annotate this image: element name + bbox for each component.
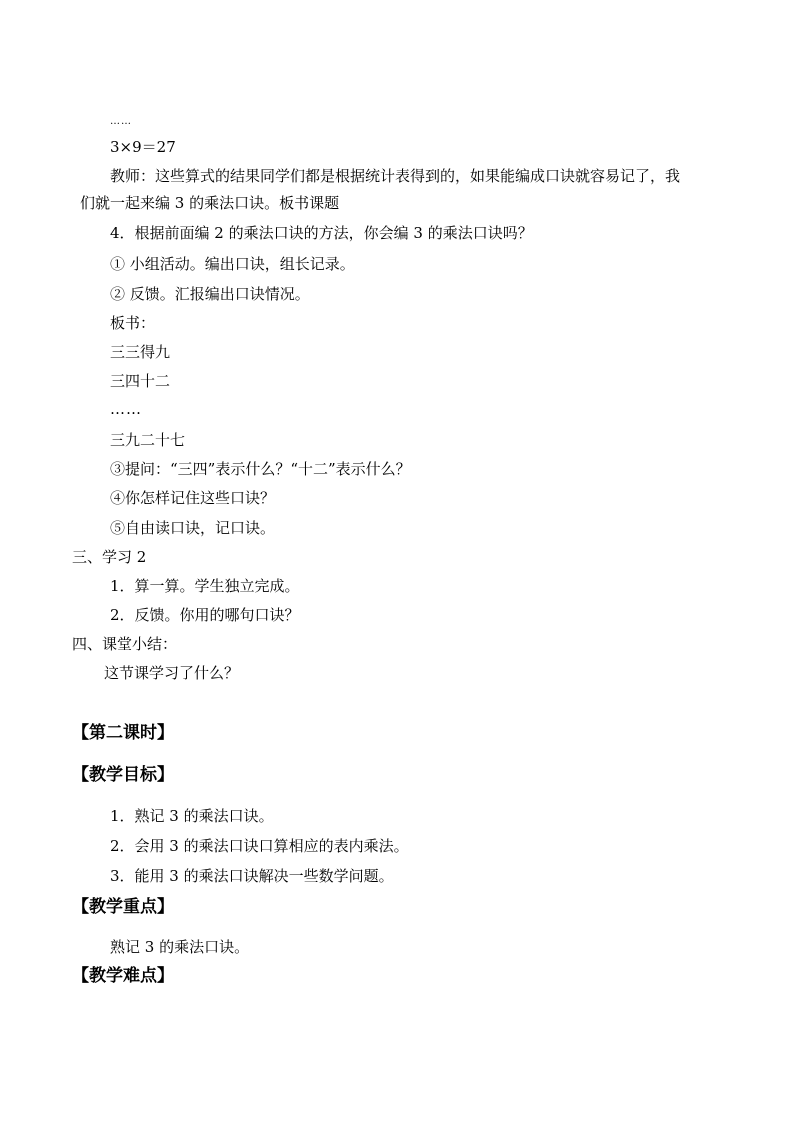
- rhyme-3: 三九二十七: [110, 431, 186, 449]
- section-3-item-2: 2．反馈。你用的哪句口诀？: [110, 606, 300, 624]
- board-label: 板书：: [110, 314, 156, 332]
- step-4: 4．根据前面编 2 的乘法口诀的方法，你会编 3 的乘法口诀吗？: [110, 224, 533, 242]
- rhyme-2: 三四十二: [110, 372, 171, 390]
- teacher-line-2: 们就一起来编 3 的乘法口诀。板书课题: [80, 194, 340, 212]
- sub-step-1: ① 小组活动。编出口诀，组长记录。: [110, 255, 355, 273]
- ellipsis-small: ……: [110, 116, 132, 127]
- sub-step-3: ③提问：“三四”表示什么？“十二”表示什么？: [110, 460, 411, 478]
- sub-step-4: ④你怎样记住这些口诀？: [110, 489, 276, 507]
- teaching-goals-heading: 【教学目标】: [72, 765, 174, 785]
- teaching-key-heading: 【教学重点】: [72, 897, 174, 917]
- teaching-difficulty-heading: 【教学难点】: [72, 966, 174, 986]
- lesson-2-heading: 【第二课时】: [72, 723, 174, 743]
- sub-step-2: ② 反馈。汇报编出口诀情况。: [110, 285, 310, 303]
- section-4-question: 这节课学习了什么？: [104, 664, 240, 682]
- ellipsis: ……: [110, 400, 142, 418]
- section-3-item-1: 1．算一算。学生独立完成。: [110, 577, 300, 595]
- equation-3x9: 3×9＝27: [110, 138, 176, 156]
- section-4-heading: 四、课堂小结：: [72, 635, 178, 653]
- rhyme-1: 三三得九: [110, 343, 171, 361]
- goal-1: 1．熟记 3 的乘法口诀。: [110, 807, 274, 825]
- section-3-heading: 三、学习 2: [72, 548, 147, 566]
- key-point-1: 熟记 3 的乘法口诀。: [110, 938, 250, 956]
- goal-2: 2．会用 3 的乘法口诀口算相应的表内乘法。: [110, 837, 409, 855]
- goal-3: 3．能用 3 的乘法口诀解决一些数学问题。: [110, 867, 394, 885]
- teacher-line-1: 教师：这些算式的结果同学们都是根据统计表得到的，如果能编成口诀就容易记了，我: [110, 167, 681, 185]
- sub-step-5: ⑤自由读口诀，记口诀。: [110, 519, 276, 537]
